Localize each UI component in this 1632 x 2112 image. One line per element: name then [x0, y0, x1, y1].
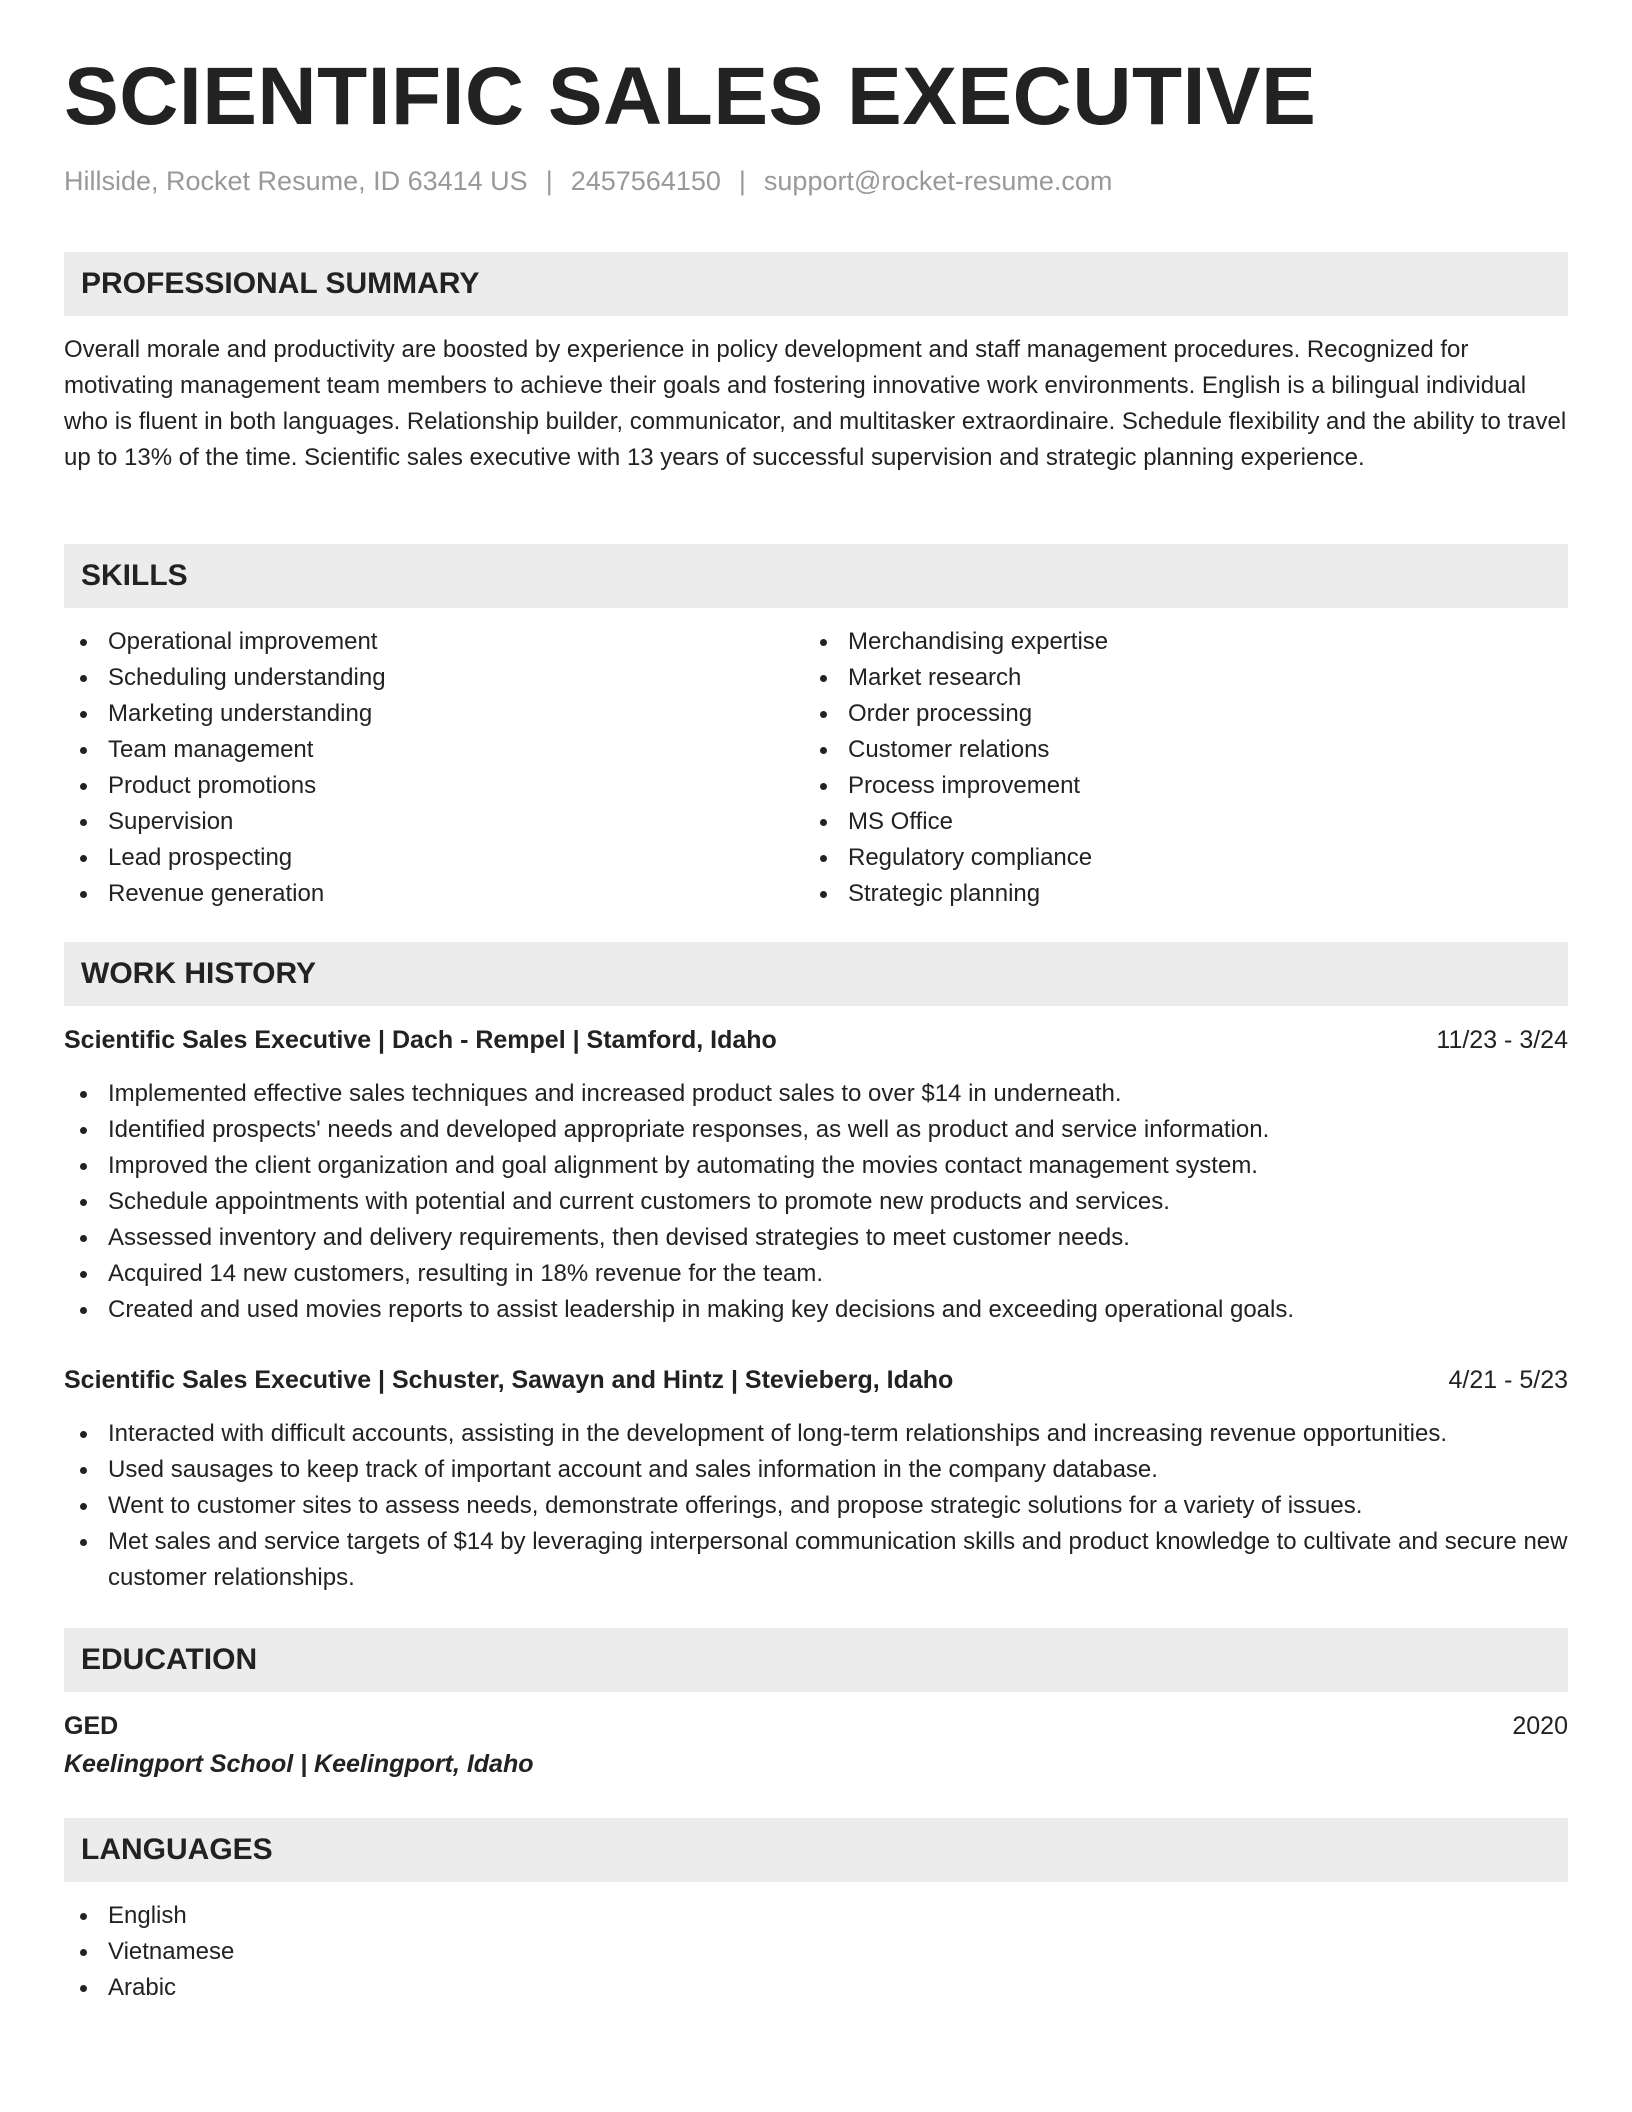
candidate-name: SCIENTIFIC SALES EXECUTIVE [64, 51, 1317, 142]
job-title: Scientific Sales Executive | Schuster, Sawayn and Hintz | Stevieberg, Idaho [64, 1366, 954, 1394]
skill-item: Order processing [804, 696, 1568, 732]
contact-address: Hillside, Rocket Resume, ID 63414 US [64, 166, 528, 196]
skills-list-right [804, 624, 1568, 912]
skills-heading: SKILLS [64, 544, 1568, 608]
job-header [64, 1362, 1568, 1398]
skill-item: Regulatory compliance [804, 840, 1568, 876]
skill-item: Supervision [64, 804, 804, 840]
skill-item: Lead prospecting [64, 840, 804, 876]
job-bullet: Used sausages to keep track of important account and sales information in the company database. [64, 1452, 1568, 1488]
contact-phone: 2457564150 [570, 166, 721, 196]
skill-item: Scheduling understanding [64, 660, 804, 696]
skill-item: Marketing understanding [64, 696, 804, 732]
job-bullet: Implemented effective sales techniques and increased product sales to over $14 in underneath. [64, 1076, 1568, 1112]
education-heading: EDUCATION [64, 1628, 1568, 1692]
job-bullet: Acquired 14 new customers, resulting in 18% revenue for the team. [64, 1256, 1568, 1292]
languages-list [64, 1898, 804, 2006]
job-bullet: Met sales and service targets of $14 by leveraging interpersonal communication skills and product knowledge to cultivate and secure new customer relationships. [64, 1524, 1568, 1596]
education-school: Keelingport School | Keelingport, Idaho [64, 1750, 534, 1778]
skill-item: Market research [804, 660, 1568, 696]
language-item: Vietnamese [64, 1934, 804, 1970]
skill-item: Merchandising expertise [804, 624, 1568, 660]
job-bullet: Improved the client organization and goal alignment by automating the movies contact management system. [64, 1148, 1568, 1184]
job-header [64, 1022, 1568, 1058]
job-bullet: Created and used movies reports to assist leadership in making key decisions and exceeding operational goals. [64, 1292, 1568, 1328]
skill-item: Team management [64, 732, 804, 768]
contact-email: support@rocket-resume.com [763, 166, 1113, 196]
summary-heading: PROFESSIONAL SUMMARY [64, 252, 1568, 316]
job-bullet: Identified prospects' needs and developed appropriate responses, as well as product and service information. [64, 1112, 1568, 1148]
language-item: English [64, 1898, 804, 1934]
education-row [64, 1708, 1568, 1744]
language-item: Arabic [64, 1970, 804, 2006]
skill-item: Operational improvement [64, 624, 804, 660]
skill-item: Process improvement [804, 768, 1568, 804]
job-dates: 11/23 - 3/24 [1436, 1026, 1568, 1054]
summary-text: Overall morale and productivity are boosted by experience in policy development and staff management procedures. Recognized for motivating management team members to achieve their goals and fostering innovative work environments. English is a bilingual individual who is fluent in both languages. Relationship builder, communicator, and multitasker extraordinaire. Schedule flexibility and the ability to travel up to 13% of the time. Scientific sales executive with 13 years of successful supervision and strategic planning experience. [64, 336, 1567, 471]
work-heading: WORK HISTORY [64, 942, 1568, 1006]
job-bullet: Schedule appointments with potential and current customers to promote new products and services. [64, 1184, 1568, 1220]
skill-item: Customer relations [804, 732, 1568, 768]
job-bullet: Interacted with difficult accounts, assisting in the development of long-term relationships and increasing revenue opportunities. [64, 1416, 1568, 1452]
skills-list-left [64, 624, 804, 912]
job-dates: 4/21 - 5/23 [1448, 1366, 1568, 1394]
skill-item: Strategic planning [804, 876, 1568, 912]
job-title: Scientific Sales Executive | Dach - Rempel | Stamford, Idaho [64, 1026, 777, 1054]
job-bullet: Went to customer sites to assess needs, demonstrate offerings, and propose strategic solutions for a variety of issues. [64, 1488, 1568, 1524]
job-bullet: Assessed inventory and delivery requirements, then devised strategies to meet customer needs. [64, 1220, 1568, 1256]
education-year: 2020 [1512, 1712, 1568, 1740]
contact-line [64, 166, 1112, 197]
job-bullets [64, 1416, 1568, 1596]
languages-heading: LANGUAGES [64, 1818, 1568, 1882]
contact-separator: | [545, 166, 553, 196]
skill-item: MS Office [804, 804, 1568, 840]
contact-separator: | [738, 166, 746, 196]
job-bullets [64, 1076, 1568, 1328]
skill-item: Product promotions [64, 768, 804, 804]
education-degree: GED [64, 1712, 119, 1740]
skill-item: Revenue generation [64, 876, 804, 912]
